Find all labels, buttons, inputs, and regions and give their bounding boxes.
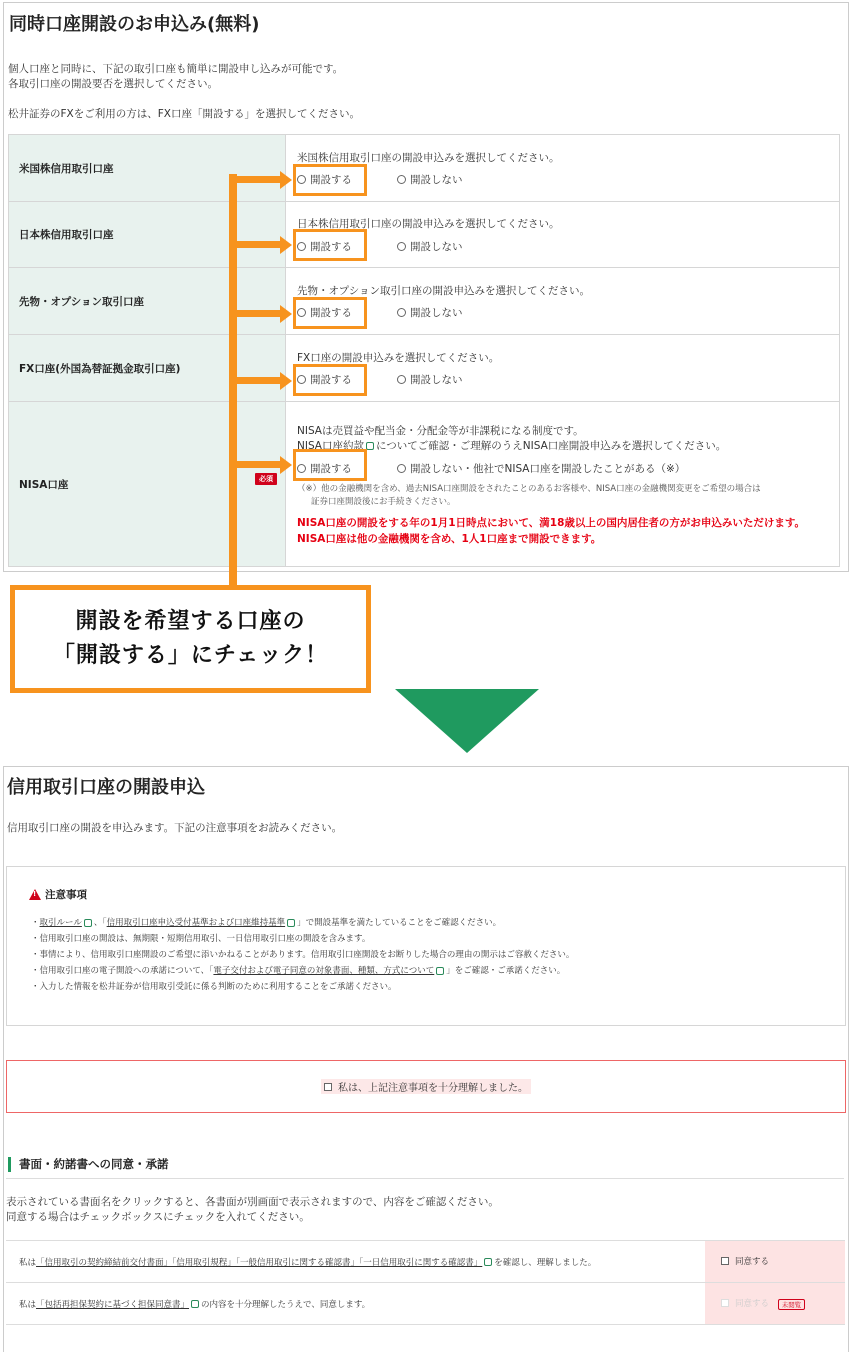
agreement-box bbox=[6, 1060, 846, 1113]
documents-desc bbox=[6, 1195, 499, 1225]
agree-label: 私は、上記注意事項を十分理解しました。 bbox=[338, 1083, 528, 1094]
text: 私は bbox=[19, 1299, 37, 1310]
warning-icon: ! bbox=[29, 889, 41, 900]
row-value-nisa bbox=[286, 402, 840, 567]
agree-checkbox[interactable] bbox=[321, 1079, 531, 1094]
annotation-arrow-shaft bbox=[229, 176, 281, 183]
consent-label: 同意する bbox=[735, 1257, 770, 1267]
electronic-delivery-link[interactable]: 電子交付および電子同意の対象書面、種類、方式について bbox=[213, 966, 435, 976]
instruction-callout bbox=[10, 585, 371, 693]
text: 私は bbox=[19, 1257, 37, 1268]
radio-circle-icon bbox=[397, 308, 406, 317]
table-row bbox=[6, 1241, 845, 1283]
radio-label: 開設する bbox=[310, 174, 352, 186]
required-badge: 必須 bbox=[255, 473, 277, 485]
documents-table bbox=[6, 1240, 845, 1325]
radio-label: 開設しない・他社でNISA口座を開設したことがある（※） bbox=[410, 462, 686, 475]
annotation-arrow-head-icon bbox=[280, 372, 292, 390]
documents-section-title: 書面・約諾書への同意・承諾 bbox=[8, 1157, 169, 1172]
radio-circle-icon bbox=[397, 464, 406, 473]
annotation-arrow-head-icon bbox=[280, 456, 292, 474]
annotation-highlight-box bbox=[293, 364, 367, 396]
external-link-icon bbox=[366, 442, 374, 450]
annotation-highlight-box bbox=[293, 164, 367, 196]
nisa-note bbox=[297, 483, 829, 509]
account-table bbox=[8, 134, 840, 567]
table-row bbox=[9, 335, 840, 402]
annotation-highlight-box bbox=[293, 297, 367, 329]
radio-group bbox=[297, 371, 829, 389]
down-arrow-icon bbox=[395, 689, 539, 753]
radio-label: 開設しない bbox=[410, 374, 463, 386]
annotation-arrow-head-icon bbox=[280, 305, 292, 323]
criteria-link[interactable]: 信用取引口座申込受付基準および口座維持基準 bbox=[106, 918, 286, 928]
radio-not-open[interactable] bbox=[397, 305, 463, 320]
external-link-icon bbox=[84, 919, 92, 927]
fx-note: 松井証券のFXをご利用の方は、FX口座「開設する」を選択してください。 bbox=[8, 108, 360, 120]
nisa-warning-line-1: NISA口座の開設をする年の1月1日時点において、満18歳以上の国内居住者の方がお申込みいただけます。 bbox=[297, 517, 806, 529]
nisa-terms-link[interactable]: NISA口座約款 bbox=[297, 440, 364, 452]
row-question: FX口座の開設申込みを選択してください。 bbox=[297, 351, 500, 364]
external-link-icon bbox=[484, 1258, 492, 1266]
annotation-arrow-shaft bbox=[229, 461, 281, 468]
consent-checkbox-disabled bbox=[721, 1297, 769, 1309]
nisa-label: NISA口座 bbox=[19, 478, 69, 491]
radio-circle-icon bbox=[397, 242, 406, 251]
text: 」で開設基準を満たしていることをご確認ください。 bbox=[297, 918, 502, 928]
documents-desc-line-2: 同意する場合はチェックボックスにチェックを入れてください。 bbox=[6, 1211, 310, 1223]
annotation-arrow-shaft bbox=[229, 377, 281, 384]
row-question: 米国株信用取引口座の開設申込みを選択してください。 bbox=[297, 151, 560, 164]
nisa-warning bbox=[297, 515, 829, 547]
callout-line-2: 「開設する」にチェック！ bbox=[52, 643, 329, 668]
nisa-desc-line-2 bbox=[297, 438, 829, 453]
caution-list bbox=[31, 915, 574, 995]
caution-title-text: 注意事項 bbox=[45, 889, 87, 901]
row-label: FX口座(外国為替証拠金取引口座) bbox=[9, 335, 286, 402]
radio-label: 開設する bbox=[310, 240, 352, 253]
table-row bbox=[9, 202, 840, 268]
radio-group bbox=[297, 459, 829, 477]
row-question: 先物・オプション取引口座の開設申込みを選択してください。 bbox=[297, 284, 591, 297]
annotation-arrow-head-icon bbox=[280, 236, 292, 254]
table-row bbox=[9, 268, 840, 335]
divider bbox=[6, 1178, 844, 1179]
trading-rules-link[interactable]: 取引ルール bbox=[39, 918, 82, 928]
table-row bbox=[6, 1283, 845, 1325]
document-cell bbox=[6, 1283, 705, 1325]
row-label: 米国株信用取引口座 bbox=[9, 135, 286, 202]
row-question: 日本株信用取引口座の開設申込みを選択してください。 bbox=[297, 218, 560, 230]
text: ・信用取引口座の電子開設への承諾について、「 bbox=[31, 966, 214, 976]
annotation-arrow-shaft bbox=[229, 310, 281, 317]
list-item: ・信用取引口座の開設は、無期限・短期信用取引、一日信用取引口座の開設を含みます。 bbox=[31, 934, 371, 944]
row-label-nisa bbox=[9, 402, 286, 567]
section-title: 信用取引口座の開設申込 bbox=[7, 777, 205, 798]
annotation-highlight-box bbox=[293, 229, 367, 261]
nisa-note-line-2: 証券口座開設後にお手続きください。 bbox=[311, 497, 456, 507]
radio-circle-icon bbox=[397, 175, 406, 184]
text: 」をご確認・ご承諾ください。 bbox=[446, 966, 566, 976]
radio-label: 開設する bbox=[310, 462, 352, 475]
list-item: ・入力した情報を松井証券が信用取引受託に係る判断のために利用することをご承諾ください。 bbox=[31, 982, 397, 992]
collateral-consent-link[interactable]: 「包括再担保契約に基づく担保同意書」 bbox=[36, 1299, 190, 1310]
section-intro: 信用取引口座の開設を申込みます。下記の注意事項をお読みください。 bbox=[7, 822, 343, 834]
text: 、「 bbox=[93, 918, 107, 928]
annotation-highlight-box bbox=[293, 449, 367, 481]
external-link-icon bbox=[287, 919, 295, 927]
radio-not-open[interactable] bbox=[397, 239, 463, 254]
nisa-desc-line-1: NISAは売買益や配当金・分配金等が非課税になる制度です。 bbox=[297, 425, 584, 437]
row-value bbox=[286, 335, 840, 402]
external-link-icon bbox=[191, 1300, 199, 1308]
consent-label: 同意する bbox=[735, 1299, 770, 1309]
text: の内容を十分理解したうえで、同意します。 bbox=[201, 1299, 371, 1310]
list-item bbox=[31, 915, 574, 931]
list-item bbox=[31, 963, 574, 979]
consent-checkbox[interactable] bbox=[721, 1255, 769, 1267]
row-value bbox=[286, 202, 840, 268]
page-title: 同時口座開設のお申込み(無料) bbox=[9, 14, 260, 35]
row-label: 先物・オプション取引口座 bbox=[9, 268, 286, 335]
radio-group bbox=[297, 304, 829, 322]
radio-circle-icon bbox=[397, 375, 406, 384]
table-row bbox=[9, 135, 840, 202]
radio-group bbox=[297, 171, 829, 189]
checkbox-icon bbox=[721, 1257, 729, 1265]
radio-label: 開設しない bbox=[410, 174, 463, 186]
checkbox-icon bbox=[721, 1299, 729, 1307]
list-item: ・事情により、信用取引口座開設のご希望に添いかねることがあります。信用取引口座開設をお断りした場合の理由の開示はご容赦ください。 bbox=[31, 950, 575, 960]
consent-cell bbox=[705, 1241, 845, 1283]
intro-line-2: 各取引口座の開設要否を選択してください。 bbox=[8, 78, 218, 90]
bullet: ・ bbox=[31, 918, 40, 928]
annotation-arrow-head-icon bbox=[280, 171, 292, 189]
radio-not-open[interactable] bbox=[397, 172, 463, 187]
consent-cell bbox=[705, 1283, 845, 1325]
intro-text bbox=[8, 62, 343, 92]
nisa-note-line-1: （※）他の金融機関を含め、過去NISA口座開設をされたことのあるお客様や、NISA口座の金融機関変更をご希望の場合は bbox=[297, 484, 761, 494]
margin-documents-link[interactable]: 「信用取引の契約締結前交付書面」「信用取引規程」「一般信用取引に関する確認書」「一日信用取引に関する確認書」 bbox=[36, 1257, 483, 1268]
radio-not-open[interactable] bbox=[397, 372, 463, 387]
nisa-desc-rest: についてご確認・ご理解のうえNISA口座開設申込みを選択してください。 bbox=[376, 440, 727, 452]
radio-not-open[interactable] bbox=[397, 461, 685, 476]
external-link-icon bbox=[436, 967, 444, 975]
text: を確認し、理解しました。 bbox=[494, 1257, 597, 1268]
intro-line-1: 個人口座と同時に、下記の取引口座も簡単に開設申し込みが可能です。 bbox=[8, 63, 344, 75]
caution-box bbox=[6, 866, 846, 1026]
checkbox-icon bbox=[324, 1083, 332, 1091]
row-value bbox=[286, 135, 840, 202]
document-cell bbox=[6, 1241, 705, 1283]
radio-label: 開設する bbox=[310, 307, 352, 319]
radio-label: 開設する bbox=[310, 374, 352, 386]
table-row-nisa bbox=[9, 402, 840, 567]
radio-group bbox=[297, 237, 829, 255]
row-value bbox=[286, 268, 840, 335]
radio-label: 開設しない bbox=[410, 307, 463, 319]
documents-desc-line-1: 表示されている書面名をクリックすると、各書面が別画面で表示されますので、内容をご確認ください。 bbox=[6, 1196, 499, 1208]
row-label: 日本株信用取引口座 bbox=[9, 202, 286, 268]
caution-title bbox=[29, 887, 87, 902]
nisa-warning-line-2: NISA口座は他の金融機関を含め、1人1口座まで開設できます。 bbox=[297, 533, 602, 545]
unread-badge: 未閲覧 bbox=[778, 1299, 806, 1310]
radio-label: 開設しない bbox=[410, 240, 463, 253]
callout-line-1: 開設を希望する口座の bbox=[75, 609, 306, 634]
annotation-arrow-shaft bbox=[229, 241, 281, 248]
